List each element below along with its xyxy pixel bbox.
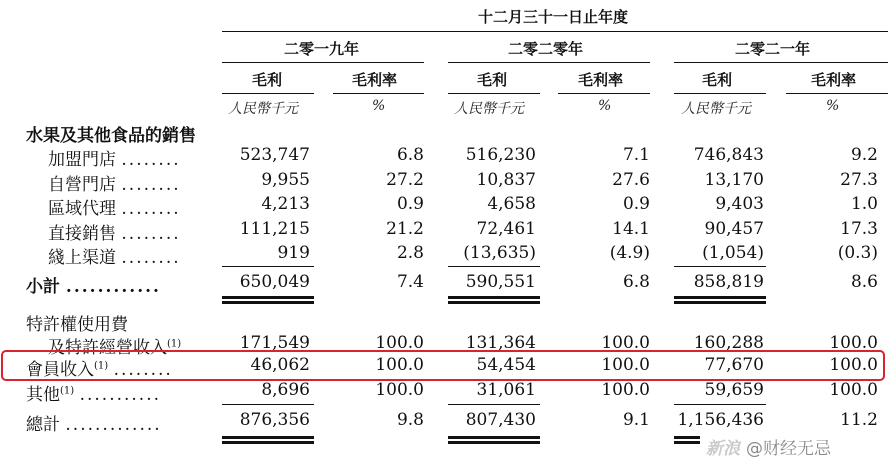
total-gpm-2019: 9.8 (396, 410, 424, 430)
row-gpm-2020: 0.9 (622, 194, 650, 214)
row-gp-2019: 9,955 (261, 170, 310, 190)
others-label (26, 380, 161, 405)
row-gp-2021: 746,843 (693, 145, 764, 165)
subtotal-double-rule-2019a (222, 296, 314, 299)
year-rule-2019 (222, 62, 424, 63)
total-double-rule-2020b (448, 441, 540, 444)
row-leader-dots: ........ (121, 199, 181, 219)
others-note: (1) (60, 385, 75, 397)
total-leader-dots: ............. (65, 415, 162, 435)
subtotal-gpm-2021: 8.6 (850, 272, 878, 292)
total-gpm-2021: 11.2 (840, 410, 878, 430)
membership-leader-dots: ........ (113, 360, 173, 380)
others-gpm-2021: 100.0 (829, 380, 878, 400)
total-double-rule-2021a (674, 436, 700, 439)
year-header-2021: 二零二一年 (735, 40, 811, 58)
total-double-rule-2019a (222, 436, 314, 439)
unit-gpm-2019: % (372, 98, 386, 114)
membership-gp-2020: 54,454 (476, 355, 536, 375)
row-label-text: 綫上渠道 (48, 248, 116, 268)
row-leader-dots: ........ (121, 175, 181, 195)
subtotal-top-rule-2020 (448, 266, 540, 267)
row-gp-2021: 9,403 (715, 194, 764, 214)
membership-gp-2019: 46,062 (250, 355, 310, 375)
franchise-gp-2020: 131,364 (465, 333, 536, 353)
membership-label (26, 355, 173, 380)
others-leader-dots: ........... (79, 385, 162, 405)
others-gpm-2019: 100.0 (375, 380, 424, 400)
row-gp-2021: (1,054) (702, 243, 764, 263)
row-gp-2020: 516,230 (465, 145, 536, 165)
franchise-label-text: 及特許經營收入 (48, 338, 167, 358)
subtotal-gp-2019: 650,049 (239, 272, 310, 292)
row-gp-2020: 10,837 (476, 170, 536, 190)
subtotal-top-rule-2021 (674, 266, 766, 267)
weibo-logo: 新浪 (706, 439, 740, 459)
subtotal-label-text: 小計 (26, 277, 60, 297)
total-double-rule-2019b (222, 441, 314, 444)
row-gp-2019: 111,215 (239, 219, 310, 239)
unit-gp-2020: 人民幣千元 (454, 101, 524, 117)
row-gpm-2020: 7.1 (622, 145, 650, 165)
row-label (48, 219, 181, 244)
total-gp-2020: 807,430 (465, 410, 536, 430)
subtotal-top-rule-2019 (222, 266, 314, 267)
total-double-rule-2021b (674, 441, 700, 444)
row-label-text: 自營門店 (48, 175, 116, 195)
row-leader-dots: ........ (121, 248, 181, 268)
row-gpm-2021: (0.3) (837, 243, 878, 263)
subtotal-label (26, 272, 161, 297)
row-label-text: 加盟門店 (48, 150, 116, 170)
col-header-gpm-2019: 毛利率 (352, 71, 398, 89)
membership-label-text: 會員收入 (26, 360, 94, 380)
col-rule-gp-2020 (448, 93, 540, 94)
col-rule-gp-2021 (674, 93, 766, 94)
unit-gpm-2021: % (826, 98, 840, 114)
year-header-2019: 二零一九年 (284, 40, 360, 58)
col-header-gp-2019: 毛利 (252, 71, 283, 89)
franchise-gp-2021: 160,288 (693, 333, 764, 353)
row-gpm-2019: 0.9 (396, 194, 424, 214)
header-rule (222, 31, 888, 32)
row-gpm-2020: 14.1 (612, 219, 650, 239)
franchise-gpm-2021: 100.0 (829, 333, 878, 353)
total-top-rule-2019 (222, 404, 314, 405)
others-gp-2020: 31,061 (476, 380, 536, 400)
row-gp-2021: 90,457 (704, 219, 764, 239)
row-gp-2021: 13,170 (704, 170, 764, 190)
subtotal-leader-dots: ............ (65, 277, 161, 297)
year-rule-2020 (448, 62, 650, 63)
subtotal-gpm-2020: 6.8 (622, 272, 650, 292)
col-rule-gp-2019 (222, 93, 314, 94)
row-gpm-2020: (4.9) (609, 243, 650, 263)
total-label-text: 總計 (26, 415, 60, 435)
total-top-rule-2020 (448, 404, 540, 405)
total-top-rule-2021 (674, 404, 766, 405)
col-header-gpm-2021: 毛利率 (811, 71, 857, 89)
row-gpm-2021: 27.3 (840, 170, 878, 190)
membership-gp-2021: 77,670 (704, 355, 764, 375)
year-header-2020: 二零二零年 (508, 40, 584, 58)
row-label (48, 170, 181, 195)
subtotal-double-rule-2021b (674, 301, 766, 304)
row-label (48, 145, 181, 170)
row-gpm-2019: 6.8 (396, 145, 424, 165)
row-gpm-2019: 21.2 (386, 219, 424, 239)
total-gp-2021: 1,156,436 (677, 410, 764, 430)
row-label-text: 區域代理 (48, 199, 116, 219)
col-rule-gpm-2021 (786, 93, 888, 94)
col-header-gp-2021: 毛利 (702, 71, 733, 89)
subtotal-gp-2020: 590,551 (465, 272, 536, 292)
others-gpm-2020: 100.0 (601, 380, 650, 400)
row-gpm-2021: 1.0 (850, 194, 878, 214)
others-gp-2019: 8,696 (261, 380, 310, 400)
franchise-gp-2019: 171,549 (239, 333, 310, 353)
row-label (48, 243, 181, 268)
unit-gp-2021: 人民幣千元 (681, 101, 751, 117)
row-gpm-2019: 2.8 (396, 243, 424, 263)
total-label (26, 410, 162, 435)
section-title: 水果及其他食品的銷售 (26, 126, 196, 146)
watermark (706, 434, 831, 459)
subtotal-gpm-2019: 7.4 (396, 272, 424, 292)
col-rule-gpm-2019 (333, 93, 424, 94)
franchise-label-line1: 特許權使用費 (26, 315, 128, 335)
membership-gpm-2020: 100.0 (601, 355, 650, 375)
subtotal-double-rule-2020a (448, 296, 540, 299)
row-label-text: 直接銷售 (48, 224, 116, 244)
others-label-text: 其他 (26, 385, 60, 405)
membership-gpm-2021: 100.0 (829, 355, 878, 375)
franchise-gpm-2020: 100.0 (601, 333, 650, 353)
row-gpm-2020: 27.6 (612, 170, 650, 190)
watermark-text: @财经无忌 (746, 439, 831, 459)
subtotal-double-rule-2019b (222, 301, 314, 304)
row-gp-2020: 72,461 (476, 219, 536, 239)
total-gpm-2020: 9.1 (622, 410, 650, 430)
year-rule-2021 (674, 62, 888, 63)
col-rule-gpm-2020 (558, 93, 650, 94)
col-header-gpm-2020: 毛利率 (578, 71, 624, 89)
row-gp-2020: 4,658 (487, 194, 536, 214)
row-gp-2019: 4,213 (261, 194, 310, 214)
membership-gpm-2019: 100.0 (375, 355, 424, 375)
unit-gpm-2020: % (598, 98, 612, 114)
period-header: 十二月三十一日止年度 (478, 8, 629, 26)
row-label (48, 194, 181, 219)
row-gpm-2021: 17.3 (840, 219, 878, 239)
subtotal-gp-2021: 858,819 (693, 272, 764, 292)
row-leader-dots: ........ (121, 224, 181, 244)
unit-gp-2019: 人民幣千元 (228, 101, 298, 117)
subtotal-double-rule-2021a (674, 296, 766, 299)
row-gpm-2019: 27.2 (386, 170, 424, 190)
subtotal-double-rule-2020b (448, 301, 540, 304)
row-gp-2019: 919 (277, 243, 310, 263)
total-gp-2019: 876,356 (239, 410, 310, 430)
row-leader-dots: ........ (121, 150, 181, 170)
row-gp-2019: 523,747 (239, 145, 310, 165)
franchise-gpm-2019: 100.0 (375, 333, 424, 353)
others-gp-2021: 59,659 (704, 380, 764, 400)
membership-note: (1) (94, 360, 109, 372)
col-header-gp-2020: 毛利 (477, 71, 508, 89)
franchise-note: (1) (167, 338, 182, 350)
row-gpm-2021: 9.2 (850, 145, 878, 165)
row-gp-2020: (13,635) (463, 243, 536, 263)
total-double-rule-2020a (448, 436, 540, 439)
